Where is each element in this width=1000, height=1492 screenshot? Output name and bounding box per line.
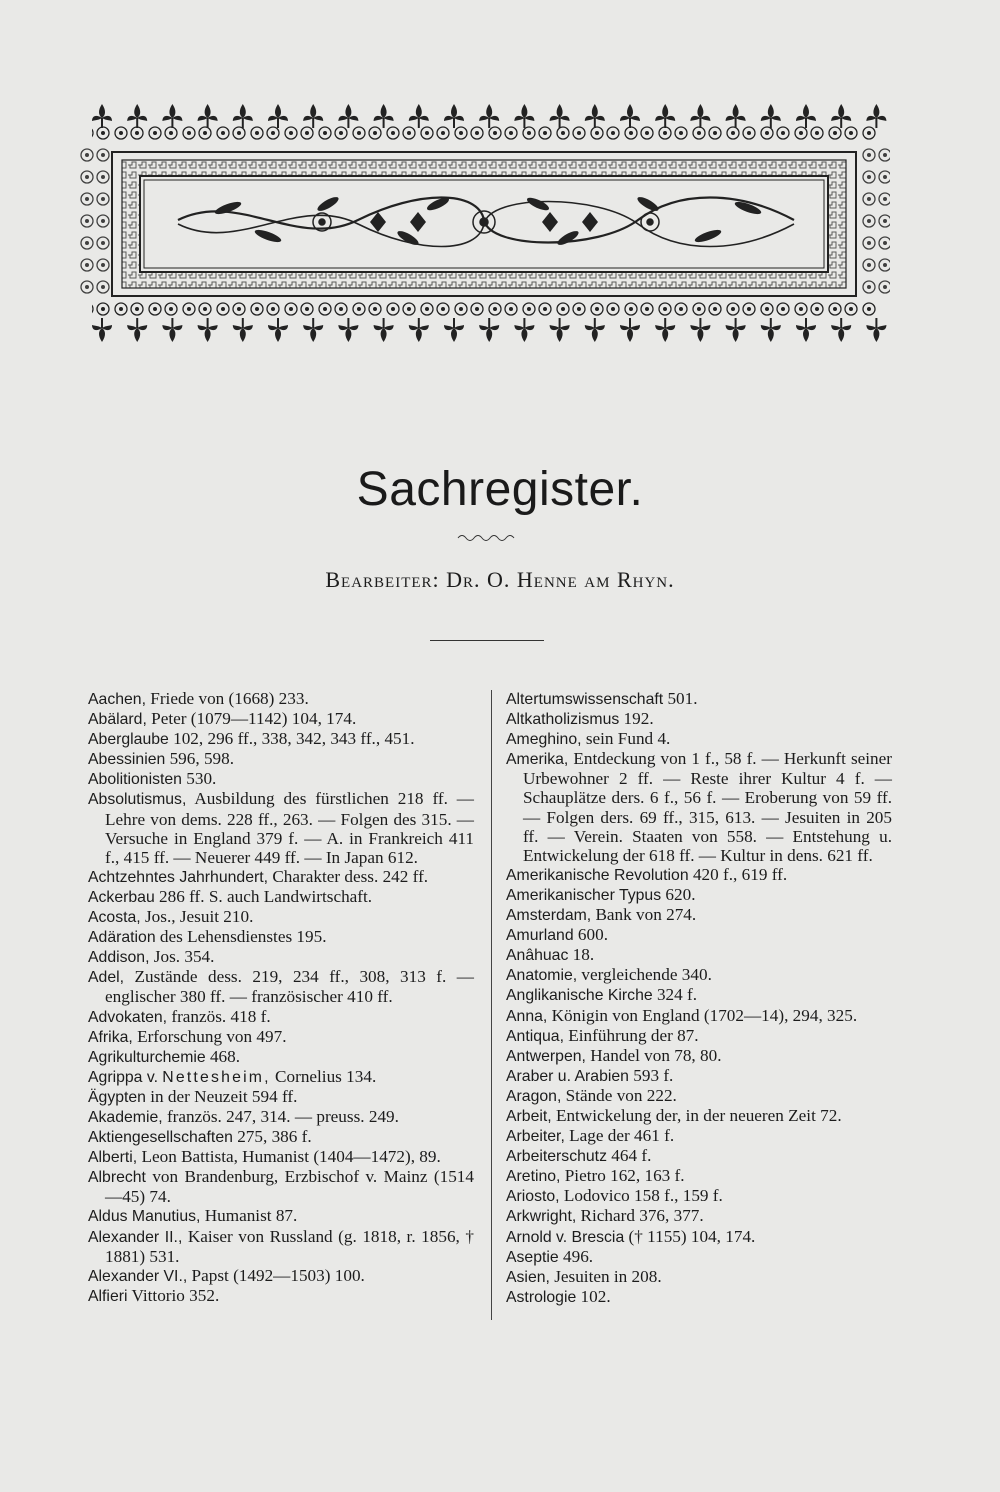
fleur-icon: [831, 104, 851, 128]
fleur-icon: [374, 104, 394, 128]
index-entry-keyword: Asien,: [506, 1268, 550, 1286]
index-entry-keyword: Aseptie: [506, 1248, 559, 1266]
index-entry: [506, 985, 892, 1005]
index-entry-keyword: Amerikanischer Typus: [506, 886, 662, 904]
index-entry-text: 596, 598.: [165, 749, 235, 769]
fleur-icon: [374, 318, 394, 342]
index-entry-text: Jos., Jesuit 210.: [140, 907, 254, 927]
index-entry-text: 464 f.: [606, 1146, 652, 1166]
index-entry-text: in der Neuzeit 594 ff.: [145, 1086, 298, 1106]
index-entry-keyword: Amerikanische Revolution: [506, 866, 689, 884]
index-entry-keyword: Adäration: [88, 929, 156, 947]
fleur-icon: [127, 318, 147, 342]
index-entry: [506, 1186, 892, 1206]
index-entry: [506, 865, 892, 885]
index-entry: [88, 789, 474, 866]
index-entry-text: französ. 247, 314. — preuss. 249.: [162, 1106, 399, 1126]
fleur-icon: [127, 104, 147, 128]
index-entry: [506, 1066, 892, 1086]
index-entry: [88, 1286, 474, 1306]
index-entry-text: Erforschung von 497.: [132, 1026, 287, 1046]
index-entry-text: Lodovico 158 f., 159 f.: [559, 1186, 723, 1206]
index-entry: [506, 1046, 892, 1066]
index-entry: [88, 867, 474, 887]
fleur-icon: [585, 318, 605, 342]
fleur-icon: [303, 104, 323, 128]
index-entry-keyword: Advokaten,: [88, 1008, 168, 1026]
index-entry-keyword: Arbeit,: [506, 1107, 552, 1125]
index-entry-text: Entdeckung von 1 f., 58 f. — Herkunft seiner Urbewohner 2 ff. — Reste ihrer Kultur 4 f. — Schauplätze ders. 6 f., 56 f. — Eroberung von 59 ff. — Folgen ders. 69 ff., 315, 613. — Jesuiten in 205 ff. — Verein. Staaten von 558. — Entstehung u. Entwickelung der 618 ff. — Kultur in dens. 621 ff.: [523, 749, 892, 865]
index-entry-text: 420 f., 619 ff.: [688, 864, 788, 884]
index-entry-keyword: Aberglaube: [88, 731, 169, 749]
index-entry-text: Vittorio 352.: [127, 1285, 220, 1305]
index-entry: [506, 885, 892, 905]
index-entry-keyword: Ariosto,: [506, 1188, 560, 1206]
fleur-icon: [550, 104, 570, 128]
index-entry-keyword: Aragon,: [506, 1087, 562, 1105]
fleur-icon: [92, 104, 112, 128]
index-entry: [88, 1266, 474, 1286]
index-entry-keyword: Altertumswissenschaft: [506, 691, 664, 708]
index-entry: [88, 1087, 474, 1107]
index-entry-keyword: Adel,: [88, 969, 125, 987]
fleur-icon: [162, 318, 182, 342]
title-flourish: [456, 533, 516, 543]
index-entry-keyword: Antiqua,: [506, 1027, 564, 1045]
index-entry-keyword: Abälard,: [88, 711, 147, 729]
fleur-icon: [338, 318, 358, 342]
index-entry-text: 102, 296 ff., 338, 342, 343 ff., 451.: [168, 729, 415, 749]
index-entry-keyword-spaced: Nettesheim,: [162, 1068, 271, 1086]
index-entry-text: Handel von 78, 80.: [585, 1045, 722, 1065]
index-entry: [88, 1227, 474, 1266]
editor-line: Bearbeiter: Dr. O. Henne am Rhyn.: [325, 567, 675, 592]
index-entry-keyword: Alexander II.,: [88, 1228, 183, 1246]
index-entry: [88, 709, 474, 729]
fleur-icon: [233, 104, 253, 128]
fleur-icon: [233, 318, 253, 342]
fleur-icon: [479, 104, 499, 128]
index-entry-text: 530.: [181, 769, 217, 789]
fleur-icon: [796, 104, 816, 128]
index-entry-text: Jesuiten in 208.: [549, 1266, 662, 1286]
index-entry: [88, 1007, 474, 1027]
fleur-icon: [690, 318, 710, 342]
index-entry-text: Humanist 87.: [200, 1206, 298, 1226]
index-entry: [88, 749, 474, 769]
index-entry-text: Cornelius 134.: [270, 1066, 377, 1086]
index-entry-keyword: Akademie,: [88, 1108, 163, 1126]
index-entry: [88, 1067, 474, 1087]
index-entry: [506, 729, 892, 749]
index-entry: [88, 1206, 474, 1226]
section-divider: [430, 640, 544, 641]
index-entry-keyword: Ackerbau: [88, 888, 155, 906]
index-entry: [88, 927, 474, 947]
fleur-icon: [620, 104, 640, 128]
index-entry: [88, 907, 474, 927]
index-entry: [506, 1206, 892, 1226]
fleur-icon: [303, 318, 323, 342]
index-entry: [506, 1227, 892, 1247]
index-entry-keyword: Aldus Manutius,: [88, 1208, 201, 1226]
fleur-icon: [620, 318, 640, 342]
index-entry-keyword: Achtzehntes Jahrhundert,: [88, 868, 269, 886]
index-entry-keyword: Arbeiterschutz: [506, 1148, 607, 1166]
index-entry: [506, 1106, 892, 1126]
index-column-left: [88, 689, 474, 1306]
index-entry: [88, 769, 474, 789]
decorative-header-ornament: [78, 100, 890, 346]
fleur-icon: [162, 104, 182, 128]
index-entry-text: Bank von 274.: [591, 905, 697, 925]
index-entry: [506, 1086, 892, 1106]
index-entry-text: Richard 376, 377.: [576, 1206, 704, 1226]
page-title: Sachregister.: [356, 463, 644, 516]
index-entry-keyword: Amurland: [506, 927, 574, 945]
index-entry-keyword: Amsterdam,: [506, 907, 592, 925]
index-entry: [506, 749, 892, 865]
index-column-right: [506, 689, 892, 1307]
index-entry-keyword: Araber u. Arabien: [506, 1067, 629, 1085]
index-entry-text: Pietro 162, 163 f.: [560, 1166, 685, 1186]
fleur-icon: [409, 318, 429, 342]
index-entry-keyword: Aretino,: [506, 1168, 561, 1186]
index-entry-keyword: Anatomie,: [506, 967, 578, 985]
index-entry-keyword: Arbeiter,: [506, 1128, 565, 1146]
index-entry-keyword: Abessinien: [88, 751, 166, 769]
index-entry: [506, 965, 892, 985]
index-entry: [88, 1127, 474, 1147]
fleur-icon: [866, 318, 886, 342]
fleur-icon: [479, 318, 499, 342]
index-entry-text: Lage der 461 f.: [564, 1126, 675, 1146]
index-entry-text: 496.: [558, 1246, 594, 1266]
index-entry-text: 275, 386 f.: [232, 1127, 312, 1147]
fleur-icon: [514, 104, 534, 128]
index-entry: [88, 1167, 474, 1206]
index-entry: [88, 729, 474, 749]
fleur-icon: [655, 104, 675, 128]
index-entry-text: 600.: [573, 925, 608, 945]
index-entry-keyword: Agrippa v.: [88, 1068, 158, 1086]
index-entry-keyword: Ameghino,: [506, 731, 582, 749]
index-entry-keyword: Agrikulturchemie: [88, 1048, 206, 1066]
index-entry-text: († 1155) 104, 174.: [624, 1226, 756, 1246]
fleur-icon: [550, 318, 570, 342]
index-entry-text: Friede von (1668) 233.: [145, 689, 309, 708]
fleur-icon: [655, 318, 675, 342]
index-entry: [88, 1147, 474, 1167]
index-entry: [88, 1047, 474, 1067]
fleur-icon: [831, 318, 851, 342]
index-entry-keyword: Altkatholizismus: [506, 711, 620, 729]
fleur-icon: [726, 104, 746, 128]
index-entry: [506, 709, 892, 729]
index-entry: [506, 1166, 892, 1186]
fleur-icon: [761, 318, 781, 342]
index-entry-keyword: Antwerpen,: [506, 1047, 586, 1065]
index-entry: [88, 1107, 474, 1127]
index-entry-keyword: Astrologie: [506, 1288, 577, 1306]
index-entry: [88, 689, 474, 709]
index-entry-keyword: Anâhuac: [506, 947, 569, 965]
index-entry-keyword: Acosta,: [88, 909, 141, 927]
index-entry: [88, 967, 474, 1006]
index-entry-text: des Lehensdienstes 195.: [155, 927, 327, 947]
index-entry-text: Stände von 222.: [561, 1085, 677, 1105]
fleur-icon: [866, 104, 886, 128]
index-entry-keyword: Abolitionisten: [88, 771, 182, 789]
index-entry-keyword: Arnold v. Brescia: [506, 1228, 625, 1246]
index-entry: [506, 1006, 892, 1026]
index-entry-keyword: Addison,: [88, 949, 150, 967]
index-entry-text: Entwickelung der, in der neueren Zeit 72.: [551, 1105, 842, 1125]
fleur-icon: [514, 318, 534, 342]
index-entry-text: sein Fund 4.: [581, 729, 671, 749]
index-entry-keyword: Alexander VI.,: [88, 1267, 188, 1285]
index-entry: [506, 1267, 892, 1287]
index-entry-text: Papst (1492—1503) 100.: [187, 1265, 365, 1285]
index-entry-keyword: Anglikanische Kirche: [506, 987, 653, 1005]
fleur-icon: [761, 104, 781, 128]
index-entry-keyword: Ägypten: [88, 1088, 146, 1106]
index-entry-text: Ausbildung des fürstlichen 218 ff. — Lehre von dems. 228 ff., 263. — Folgen des 315. — Versuche in England 379 f. — A. in Frankreich 411 f., 415 ff. — Neuerer 449 ff. — In Japan 612.: [105, 789, 474, 867]
index-entry-text: Kaiser von Russland (g. 1818, r. 1856, † 1881) 531.: [105, 1226, 474, 1266]
index-entry: [88, 887, 474, 907]
fleur-icon: [198, 104, 218, 128]
fleur-icon: [690, 104, 710, 128]
index-entry-keyword: Anna,: [506, 1007, 548, 1025]
index-entry-keyword: Aachen,: [88, 691, 146, 708]
index-entry-keyword: Amerika,: [506, 751, 569, 769]
index-entry-text: Zustände dess. 219, 234 ff., 308, 313 f. — englischer 380 ff. — französischer 410 ff.: [105, 967, 474, 1007]
index-entry: [506, 1247, 892, 1267]
index-entry-text: Charakter dess. 242 ff.: [268, 866, 429, 886]
index-entry: [506, 689, 892, 709]
index-entry-text: 468.: [205, 1046, 241, 1066]
index-entry-keyword: Absolutismus,: [88, 791, 187, 809]
index-entry-text: Jos. 354.: [149, 947, 215, 967]
fleur-icon: [409, 104, 429, 128]
column-divider: [491, 690, 492, 1320]
index-entry-text: 501.: [663, 689, 698, 708]
fleur-icon: [198, 318, 218, 342]
index-entry: [506, 1026, 892, 1046]
index-entry-keyword: Afrika,: [88, 1028, 133, 1046]
index-entry-text: 324 f.: [652, 985, 698, 1005]
fleur-icon: [268, 318, 288, 342]
index-entry-text: 286 ff. S. auch Landwirtschaft.: [154, 886, 373, 906]
index-entry-text: vergleichende 340.: [577, 965, 712, 985]
index-entry: [506, 1287, 892, 1307]
index-entry-text: französ. 418 f.: [167, 1006, 271, 1026]
index-entry-keyword: Alberti,: [88, 1149, 138, 1167]
index-entry: [88, 947, 474, 967]
fleur-icon: [338, 104, 358, 128]
fleur-icon: [444, 318, 464, 342]
index-entry-keyword: Arkwright,: [506, 1208, 577, 1226]
index-entry: [506, 925, 892, 945]
index-entry: [506, 945, 892, 965]
index-entry-keyword: Albrecht: [88, 1169, 146, 1187]
index-entry: [506, 905, 892, 925]
fleur-icon: [444, 104, 464, 128]
index-entry-text: 102.: [576, 1286, 611, 1306]
index-entry-text: Königin von England (1702—14), 294, 325.: [547, 1005, 858, 1025]
index-entry-text: Peter (1079—1142) 104, 174.: [146, 709, 357, 729]
fleur-icon: [585, 104, 605, 128]
fleur-icon: [726, 318, 746, 342]
index-entry-text: 18.: [568, 945, 595, 965]
index-entry-text: Leon Battista, Humanist (1404—1472), 89.: [137, 1147, 441, 1167]
index-entry: [506, 1126, 892, 1146]
index-entry: [88, 1027, 474, 1047]
index-entry-keyword: Aktiengesellschaften: [88, 1129, 233, 1147]
fleur-icon: [268, 104, 288, 128]
fleur-icon: [92, 318, 112, 342]
index-entry-text: von Brandenburg, Erzbischof v. Mainz (1514—45) 74.: [105, 1167, 474, 1207]
index-entry: [506, 1146, 892, 1166]
index-entry-text: 192.: [619, 709, 654, 729]
index-entry-text: 620.: [661, 884, 696, 904]
index-entry-text: 593 f.: [628, 1065, 674, 1085]
fleur-icon: [796, 318, 816, 342]
index-entry-text: Einführung der 87.: [563, 1025, 699, 1045]
index-entry-keyword: Alfieri: [88, 1287, 128, 1305]
